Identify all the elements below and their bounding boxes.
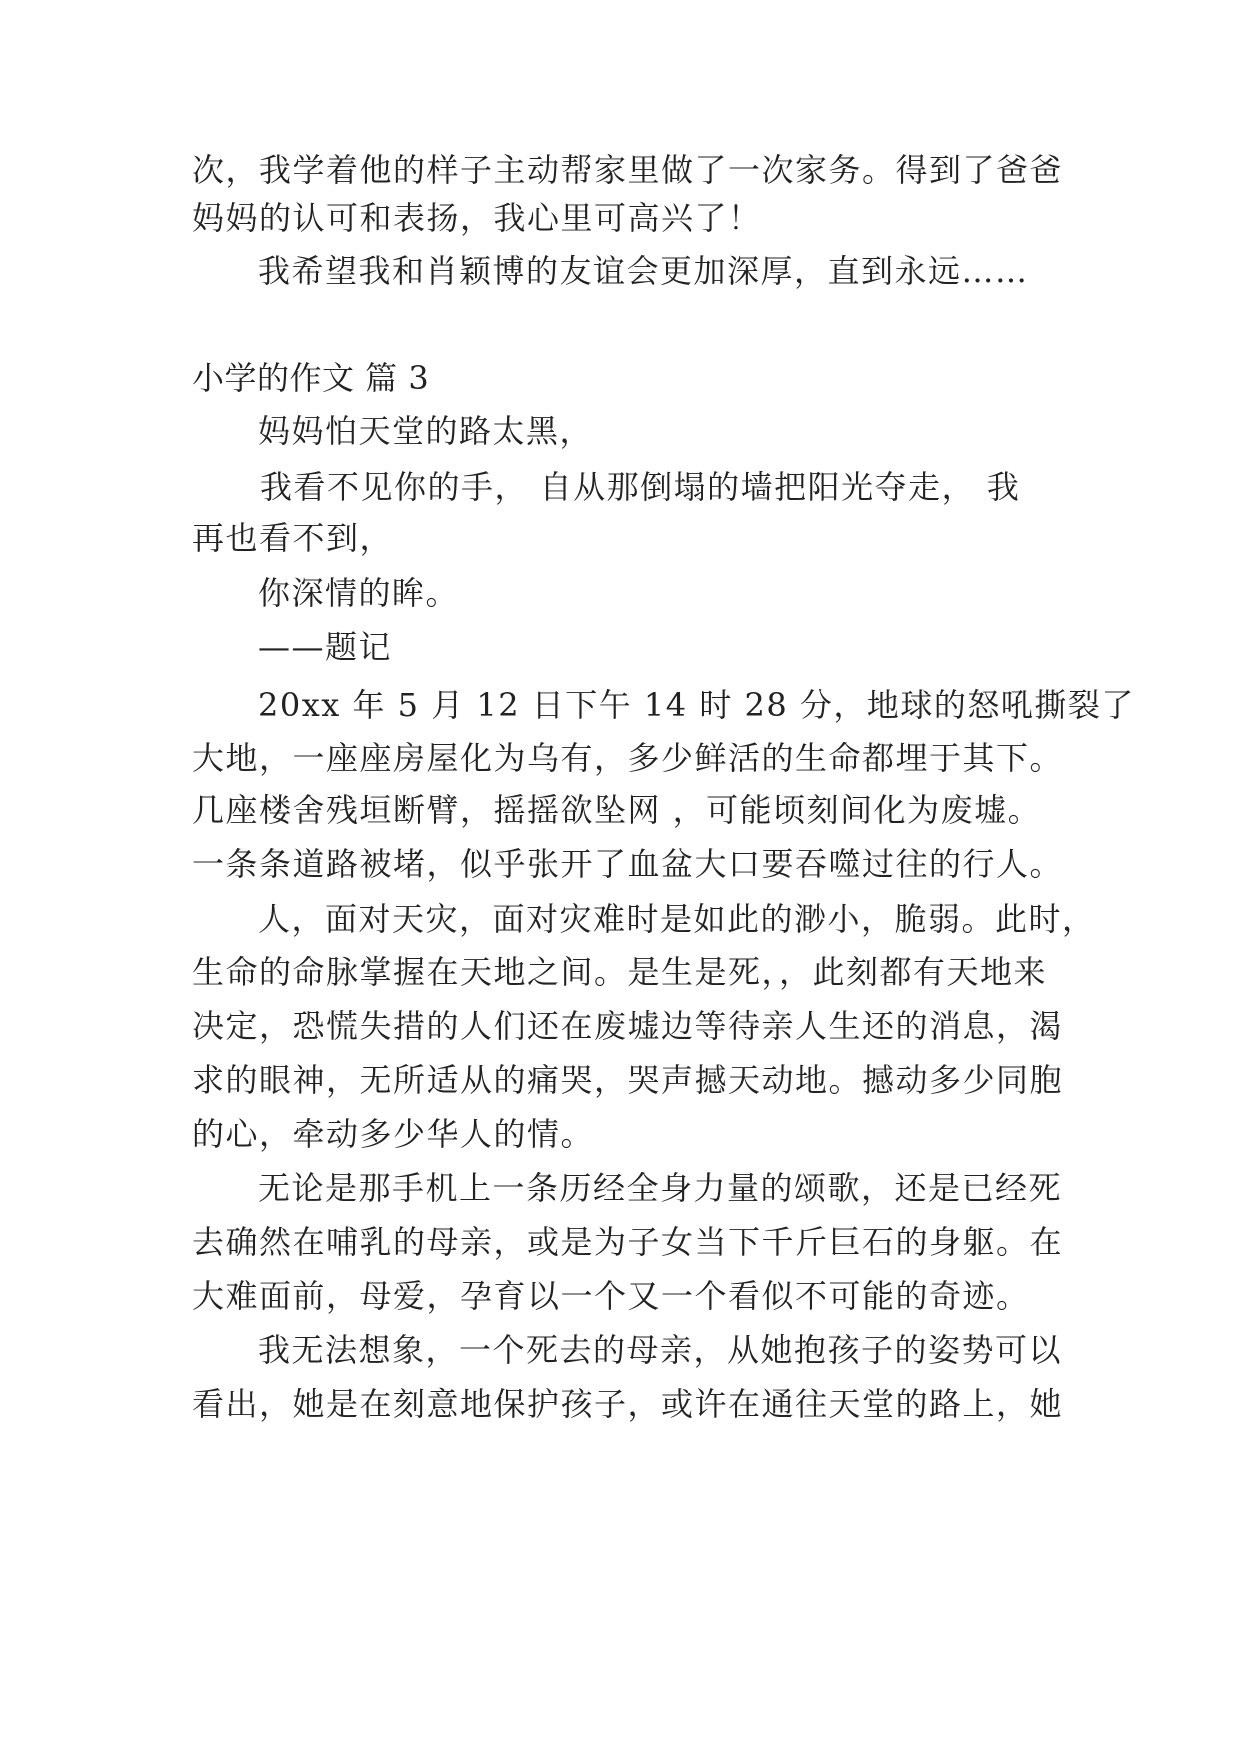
text-line: 大难面前，母爱，孕育以一个又一个看似不可能的奇迹。 — [192, 1277, 1030, 1315]
text-line: 的心，牵动多少华人的情。 — [192, 1115, 595, 1153]
text-line: 几座楼舍残垣断臂，摇摇欲坠网 ，可能顷刻间化为废墟。 — [192, 791, 1042, 829]
text-line: 决定，恐慌失措的人们还在废墟边等待亲人生还的消息，渴 — [192, 1007, 1064, 1045]
text-line: 我看不见你的手， 自从那倒塌的墙把阳光夺走， 我 — [260, 468, 1021, 506]
text-line: 次，我学着他的样子主动帮家里做了一次家务。得到了爸爸 — [192, 151, 1064, 189]
text-line: 生命的命脉掌握在天地之间。是生是死，，此刻都有天地来 — [192, 953, 1048, 991]
text-line: 我无法想象，一个死去的母亲，从她抱孩子的姿势可以 — [258, 1331, 1063, 1369]
text-line: 一条条道路被堵，似乎张开了血盆大口要吞噬过往的行人。 — [192, 845, 1064, 883]
text-line: ——题记 — [258, 628, 393, 666]
text-line: 妈妈怕天堂的路太黑， — [258, 412, 594, 450]
text-line: 无论是那手机上一条历经全身力量的颂歌，还是已经死 — [258, 1169, 1063, 1207]
text-line: 大地，一座座房屋化为乌有，多少鲜活的生命都埋于其下。 — [192, 739, 1064, 777]
text-line: 我希望我和肖颖博的友谊会更加深厚，直到永远…… — [258, 252, 1029, 290]
text-line: 去确然在哺乳的母亲，或是为子女当下千斤巨石的身躯。在 — [192, 1223, 1064, 1261]
text-line: 再也看不到， — [192, 519, 394, 557]
text-line: 妈妈的认可和表扬，我心里可高兴了！ — [192, 199, 762, 237]
text-line: 看出，她是在刻意地保护孩子，或许在通往天堂的路上，她 — [192, 1385, 1064, 1423]
text-line: 你深情的眸。 — [258, 574, 460, 612]
text-line: 求的眼神，无所适从的痛哭，哭声撼天动地。撼动多少同胞 — [192, 1061, 1064, 1099]
text-line: 20xx 年 5 月 12 日下午 14 时 28 分，地球的怒吼撕裂了 — [258, 686, 1135, 724]
section-heading: 小学的作文 篇 3 — [192, 359, 430, 397]
text-line: 人，面对天灾，面对灾难时是如此的渺小，脆弱。此时， — [258, 900, 1096, 938]
